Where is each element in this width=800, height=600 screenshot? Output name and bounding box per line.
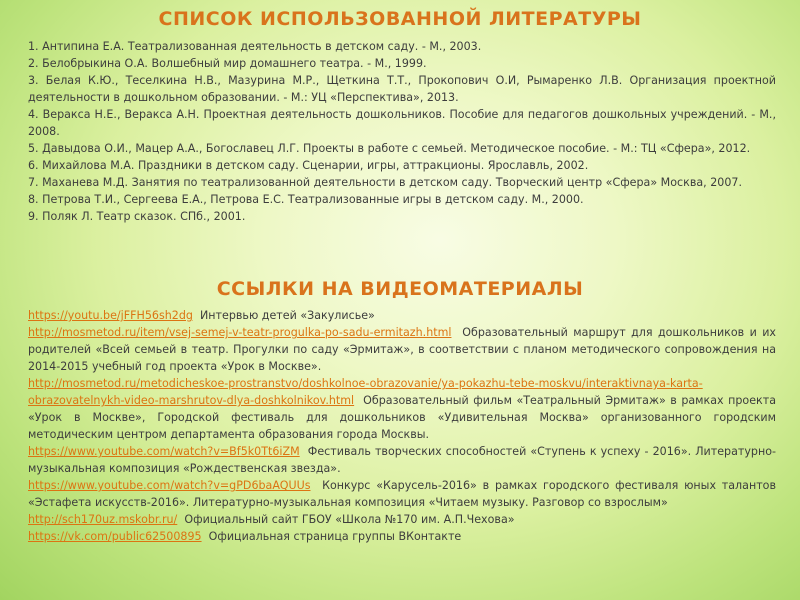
bibliography-list xyxy=(28,38,776,225)
video-link-item xyxy=(28,307,776,324)
bibliography-title: СПИСОК ИСПОЛЬЗОВАННОЙ ЛИТЕРАТУРЫ xyxy=(158,8,642,30)
video-link[interactable]: http://sch170uz.mskobr.ru/ xyxy=(28,513,178,526)
video-link-description: Конкурс «Карусель-2016» в рамках городского фестиваля юных талантов «Эстафета искусств-2016». Литературно-музыкальная композиция «Читаем музыку. Разговор со взрослым» xyxy=(28,479,776,509)
video-link-description: Образовательный фильм «Театральный Эрмитаж» в рамках проекта «Урок в Москве», Городской фестиваль для дошкольников «Удивительная Москва» организованного городским методическим центром департамента образования города Москвы. xyxy=(28,394,776,441)
video-link[interactable]: http://mosmetod.ru/metodicheskoe-prostranstvo/doshkolnoe-obrazovanie/ya-pokazhu-tebe-moskvu/interaktivnaya-karta-obrazovatelnykh-video-marshrutov-dlya-doshkolnikov.html xyxy=(28,377,703,407)
bibliography-item: 6. Михайлова М.А. Праздники в детском саду. Сценарии, игры, аттракционы. Ярославль, 2002. xyxy=(28,159,589,172)
video-link-item xyxy=(28,511,776,528)
video-link-item xyxy=(28,324,776,375)
bibliography-item: 9. Поляк Л. Театр сказок. СПб., 2001. xyxy=(28,210,246,223)
video-link-item xyxy=(28,375,776,443)
video-link-description: Официальный сайт ГБОУ «Школа №170 им. А.П.Чехова» xyxy=(184,513,515,526)
bibliography-item: 2. Белобрыкина О.А. Волшебный мир домашнего театра. - М., 1999. xyxy=(28,57,427,70)
video-link-item xyxy=(28,477,776,511)
video-link[interactable]: https://youtu.be/jFFH56sh2dg xyxy=(28,309,193,322)
bibliography-item: 5. Давыдова О.И., Мацер А.А., Богославец Л.Г. Проекты в работе с семьей. Методическое пособие. - М.: ТЦ «Сфера», 2012. xyxy=(28,142,751,155)
bibliography-item: 1. Антипина Е.А. Театрализованная деятельность в детском саду. - М., 2003. xyxy=(28,40,482,53)
video-link-item xyxy=(28,528,776,545)
video-link-description: Официальная страница группы ВКонтакте xyxy=(208,530,462,543)
video-links-list xyxy=(28,307,776,545)
video-link[interactable]: https://vk.com/public62500895 xyxy=(28,530,202,543)
videos-title: ССЫЛКИ НА ВИДЕОМАТЕРИАЛЫ xyxy=(216,278,584,300)
video-link-item xyxy=(28,443,776,477)
video-link-description: Фестиваль творческих способностей «Ступень к успеху - 2016». Литературно-музыкальная композиция «Рождественская звезда». xyxy=(28,445,776,475)
bibliography-item: 7. Маханева М.Д. Занятия по театрализованной деятельности в детском саду. Творческий центр «Сфера» Москва, 2007. xyxy=(28,176,742,189)
video-link-description: Образовательный маршрут для дошкольников и их родителей «Всей семьей в театр. Прогулки по саду «Эрмитаж», в соответствии с планом методического сопровождения на 2014-2015 учебный год проекта «Урок в Москве». xyxy=(28,326,776,373)
video-link-description: Интервью детей «Закулисье» xyxy=(199,309,375,322)
bibliography-item: 3. Белая К.Ю., Теселкина Н.В., Мазурина М.Р., Щеткина Т.Т., Прокопович О.И, Рымаренко Л.В. Организация проектной деятельности в дошкольном образовании. - М.: УЦ «Перспектива», 2013. xyxy=(28,74,776,104)
bibliography-item: 8. Петрова Т.И., Сергеева Е.А., Петрова Е.С. Театрализованные игры в детском саду. М., 2000. xyxy=(28,193,584,206)
bibliography-item: 4. Веракса Н.Е., Веракса А.Н. Проектная деятельность дошкольников. Пособие для педагогов дошкольных учреждений. - М., 2008. xyxy=(28,108,776,138)
video-link[interactable]: https://www.youtube.com/watch?v=gPD6baAQUUs xyxy=(28,479,311,492)
video-link[interactable]: https://www.youtube.com/watch?v=Bf5k0Tt6iZM xyxy=(28,445,300,458)
video-link[interactable]: http://mosmetod.ru/item/vsej-semej-v-teatr-progulka-po-sadu-ermitazh.html xyxy=(28,326,452,339)
